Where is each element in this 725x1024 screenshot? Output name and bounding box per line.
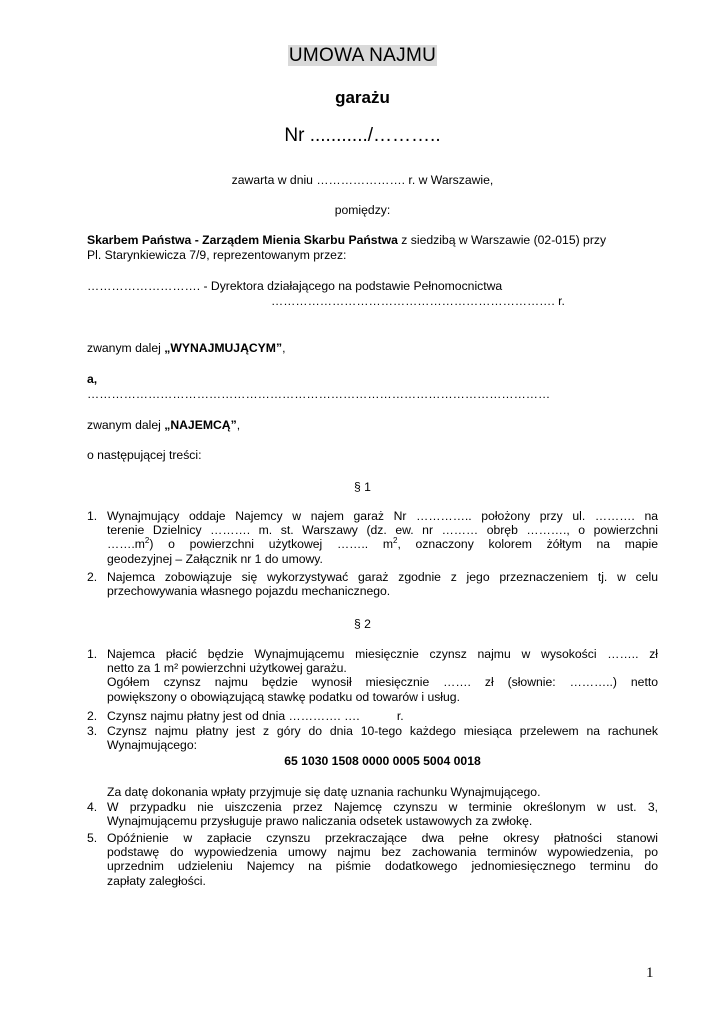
party1-poa-line: ……………………………………………………………. r.: [271, 294, 565, 308]
contract-number: Nr .........../………..: [284, 125, 441, 146]
concluded-line: zawarta w dniu …………………. r. w Warszawie,: [231, 173, 494, 187]
section1-heading: § 1: [354, 480, 371, 494]
section2-heading: § 2: [354, 617, 371, 631]
party2-called: zwanym dalej „NAJEMCĄ”,: [87, 418, 241, 432]
page-number: 1: [646, 965, 654, 981]
section1-item-1: 1. Wynajmujący oddaje Najemcy w najem garaż Nr ………….. położony przy ul. ………. na terenie Dzielnicy ………. m. st. Warszawy (dz. ew. nr ……… obręb ………., o powierzchni $\dots\dots.m^2$) o powierzchni użytkowej …….. $m^2$, oznaczony kolorem żółtym na mapie geodezyjnej – Załącznik nr 1 do umowy.: [87, 509, 658, 566]
section1-item-2: 2. Najemca zobowiązuje się wykorzystywać garaż zgodnie z jego przeznaczeniem tj. w celu przechowywania własnego pojazdu mechanicznego.: [87, 570, 658, 599]
party1-line1: Skarbem Państwa - Zarządem Mienia Skarbu Państwa z siedzibą w Warszawie (02-015) przy: [87, 233, 607, 247]
document-subtitle: garażu: [335, 88, 390, 107]
bank-account-number: 65 1030 1508 0000 0005 5004 0018: [284, 754, 481, 768]
document-title: UMOWA NAJMU: [288, 45, 437, 66]
following-line: o następującej treści:: [87, 448, 202, 462]
party2-dots: ……………………………………………………………………………………………………: [87, 387, 551, 401]
section2-item-4: 4. W przypadku nie uiszczenia przez Najemcę czynszu w terminie określonym w ust. 3, Wynajmującemu przysługuje prawo naliczania odsetek ustawowych za zwłokę.: [87, 800, 658, 829]
party1-director-line: ………………………. - Dyrektora działającego na podstawie Pełnomocnictwa: [87, 279, 503, 293]
party2-and: a,: [87, 372, 98, 386]
section2-item-1: 1. Najemca płacić będzie Wynajmującemu miesięcznie czynsz najmu w wysokości …….. zł netto za 1 m² powierzchni użytkowej garażu. Ogółem czynsz najmu będzie wynosił miesięcznie ……. zł (słownie: ………..) netto powiększony o obowiązującą stawkę podatku od towarów i usług.: [87, 647, 658, 704]
party1-line2: Pl. Starynkiewicza 7/9, reprezentowanym przez:: [87, 248, 347, 262]
section2-item-5: 5. Opóźnienie w zapłacie czynszu przekraczające dwa pełne okresy płatności stanowi podstawę do wypowiedzenia umowy najmu bez zachowania terminów wypowiedzenia, po uprzednim udzieleniu Najemcy na piśmie dodatkowego jednomiesięcznego terminu do zapłaty zaległości.: [87, 831, 658, 888]
party1-name: Skarbem Państwa - Zarządem Mienia Skarbu Państwa: [87, 233, 398, 247]
payment-date-note: Za datę dokonania wpłaty przyjmuje się datę uznania rachunku Wynajmującego.: [107, 785, 541, 799]
section2-item-3: 3. Czynsz najmu płatny jest z góry do dnia 10-tego każdego miesiąca przelewem na rachunek Wynajmującego:: [87, 724, 658, 753]
between-line: pomiędzy:: [334, 203, 391, 217]
party1-called: zwanym dalej „WYNAJMUJĄCYM”,: [87, 341, 286, 355]
section2-item-2: 2. Czynsz najmu płatny jest od dnia …………. …. r.: [87, 709, 404, 723]
